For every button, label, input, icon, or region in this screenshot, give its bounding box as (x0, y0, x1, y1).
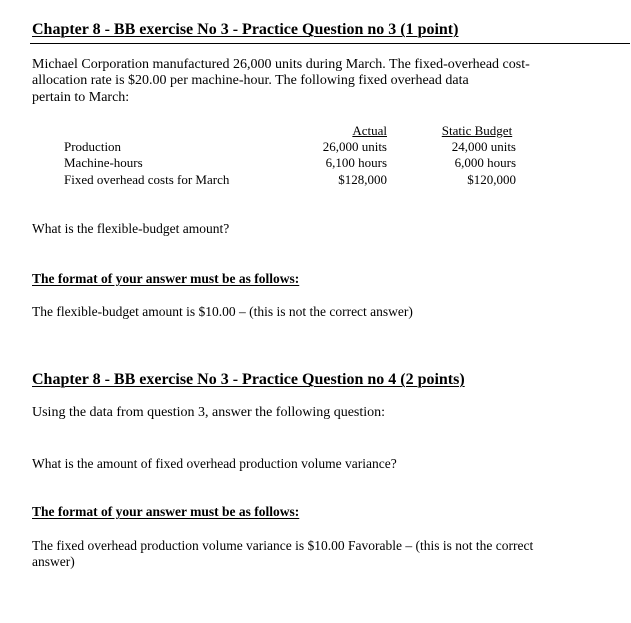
row-label-fixed-overhead: Fixed overhead costs for March (64, 172, 230, 187)
q3-format-heading: The format of your answer must be as follows: (32, 271, 300, 286)
q4-heading: Chapter 8 - BB exercise No 3 - Practice Question no 4 (2 points) (32, 371, 465, 388)
q3-intro-line-1: Michael Corporation manufactured 26,000 units during March. The fixed-overhead cost- (32, 57, 530, 72)
col-header-actual: Actual (352, 123, 387, 138)
row-static-production: 24,000 units (451, 139, 516, 154)
q3-question: What is the flexible-budget amount? (32, 221, 230, 236)
col-header-static-budget: Static Budget (441, 123, 513, 138)
q4-format-example-line-2: answer) (32, 554, 75, 569)
q3-heading: Chapter 8 - BB exercise No 3 - Practice Question no 3 (1 point) (32, 21, 459, 38)
row-label-production: Production (64, 139, 122, 154)
row-actual-production: 26,000 units (322, 139, 387, 154)
q4-question: What is the amount of fixed overhead production volume variance? (32, 456, 397, 471)
q3-format-example: The flexible-budget amount is $10.00 – (this is not the correct answer) (32, 304, 413, 319)
row-label-machine-hours: Machine-hours (64, 155, 143, 170)
q3-intro-line-3: pertain to March: (32, 90, 130, 105)
q3-intro-line-2: allocation rate is $20.00 per machine-hour. The following fixed overhead data (32, 73, 469, 88)
header-divider (30, 43, 630, 44)
q4-intro: Using the data from question 3, answer the following question: (32, 405, 386, 420)
row-static-fixed-overhead: $120,000 (467, 172, 516, 187)
q4-format-example-line-1: The fixed overhead production volume variance is $10.00 Favorable – (this is not the correct (32, 538, 534, 553)
row-actual-fixed-overhead: $128,000 (338, 172, 387, 187)
q4-format-heading: The format of your answer must be as follows: (32, 504, 300, 519)
row-static-machine-hours: 6,000 hours (454, 155, 516, 170)
row-actual-machine-hours: 6,100 hours (325, 155, 387, 170)
